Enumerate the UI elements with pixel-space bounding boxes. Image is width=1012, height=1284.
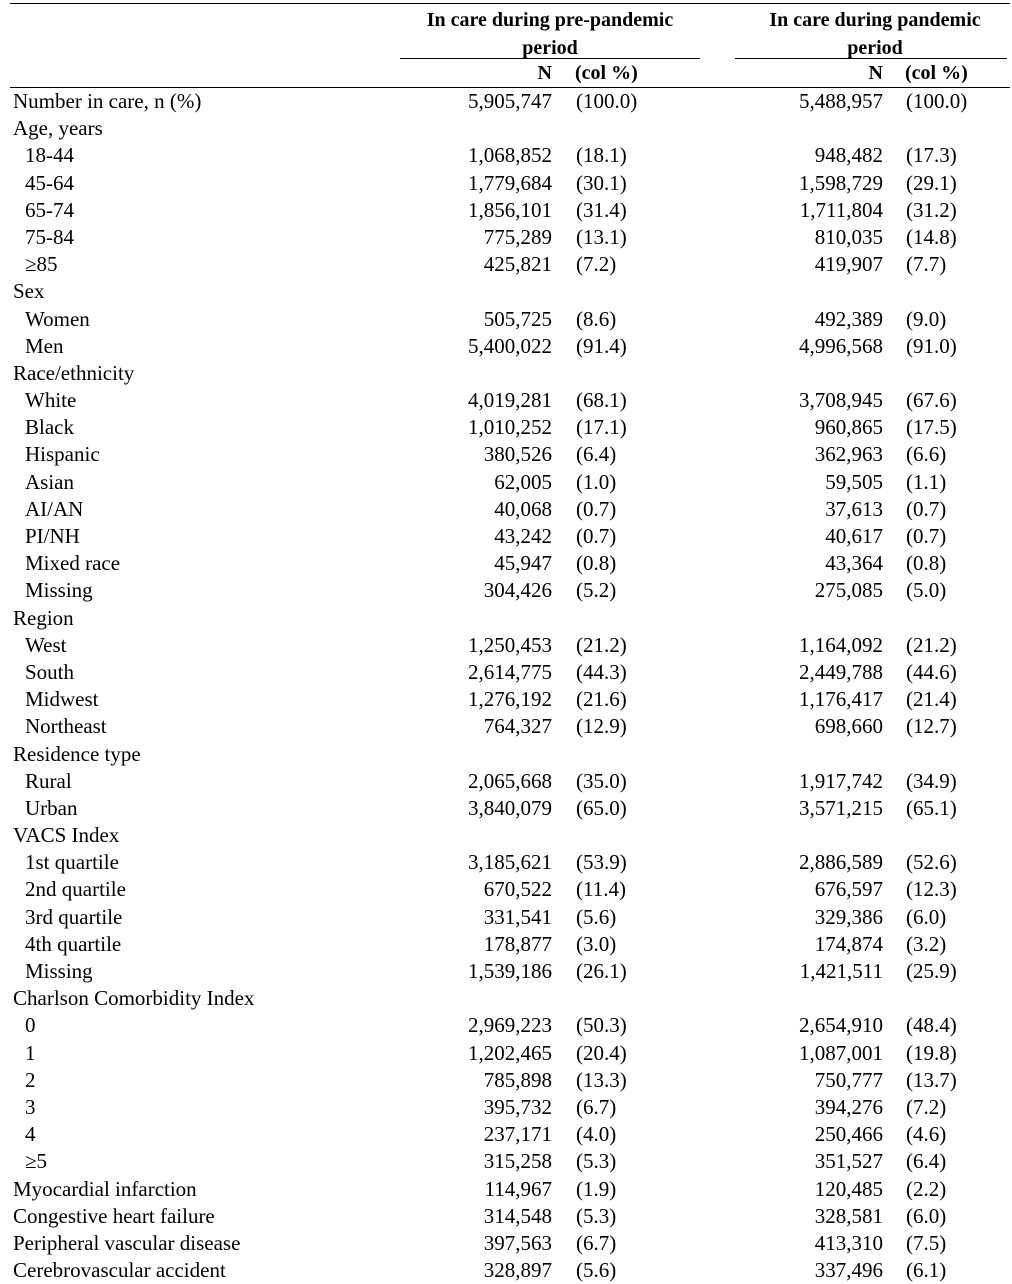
table-row [0,170,1012,197]
row-label: 65-74 [25,197,74,222]
table-row [0,550,1012,577]
row-label: Black [25,415,74,440]
cell-pct-pandemic: (0.7) [906,524,947,548]
column-header-n-pandemic: N [868,62,883,84]
cell-pct-pandemic: (7.5) [906,1230,947,1255]
cell-pct-pre: (30.1) [576,170,627,195]
cell-pct-pre: (0.7) [576,496,617,521]
row-label: 2 [25,1067,36,1092]
table-row [0,523,1012,550]
row-label: Urban [25,795,78,820]
cell-pct-pre: (11.4) [576,877,626,902]
cell-n-pre: 1,010,252 [468,415,552,440]
group-header-pandemic: In care during pandemic period [769,9,981,59]
cell-n-pandemic: 676,597 [814,877,883,902]
cell-n-pre: 3,185,621 [468,850,552,875]
cell-n-pandemic: 328,581 [814,1203,883,1228]
row-label: Missing [25,578,93,603]
cell-n-pandemic: 59,505 [825,469,883,494]
cell-pct-pre: (5.6) [576,1258,617,1283]
row-label: 45-64 [25,170,74,195]
row-label: Midwest [25,687,99,712]
section-row [0,741,1012,768]
cell-pct-pre: (26.1) [576,959,627,983]
row-label: 18-44 [25,143,74,168]
table-row [0,1148,1012,1175]
cell-n-pandemic: 419,907 [814,252,883,277]
cell-n-pre: 397,563 [483,1230,552,1255]
cell-pct-pre: (6.4) [576,442,617,467]
table-row [0,88,1012,115]
cell-n-pre: 328,897 [483,1258,552,1283]
cell-pct-pandemic: (6.0) [906,1203,947,1228]
cell-n-pandemic: 351,527 [814,1149,883,1174]
table-row [0,577,1012,604]
row-label: Mixed race [25,551,121,576]
cell-pct-pre: (21.2) [576,632,627,657]
cell-n-pre: 178,877 [483,931,552,956]
group-rule-pandemic [735,58,1007,59]
table-row [0,713,1012,740]
table-row [0,306,1012,333]
cell-pct-pre: (35.0) [576,768,627,793]
table-row [0,904,1012,931]
table-row [0,224,1012,251]
cell-n-pre: 2,614,775 [468,659,552,684]
row-label: PI/NH [25,524,80,548]
cell-pct-pandemic: (6.0) [906,904,947,929]
cell-n-pandemic: 174,874 [814,931,883,956]
cell-pct-pre: (12.9) [576,714,627,739]
row-label: Number in care, n (%) [13,89,202,113]
cell-pct-pre: (5.3) [576,1149,617,1174]
cell-n-pre: 425,821 [483,252,552,277]
cell-n-pandemic: 5,488,957 [799,89,883,113]
cell-pct-pandemic: (31.2) [906,197,957,222]
cell-pct-pandemic: (3.2) [906,931,947,956]
cell-n-pre: 764,327 [483,714,552,739]
row-label: Rural [25,768,72,793]
cell-pct-pandemic: (6.6) [906,442,947,467]
table-row [0,1040,1012,1067]
cell-pct-pandemic: (65.1) [906,795,957,820]
row-label: Congestive heart failure [13,1203,215,1228]
row-label: 4 [25,1122,36,1147]
cell-n-pre: 1,068,852 [468,143,552,168]
cell-pct-pandemic: (25.9) [906,959,957,983]
cell-pct-pre: (68.1) [576,388,627,413]
cell-n-pre: 4,019,281 [468,388,552,413]
row-label: ≥85 [25,252,58,277]
cell-pct-pre: (17.1) [576,415,627,440]
table-row [0,632,1012,659]
cell-pct-pandemic: (34.9) [906,768,957,793]
cell-n-pandemic: 1,917,742 [799,768,883,793]
table-row [0,686,1012,713]
cell-n-pre: 43,242 [494,524,552,548]
cell-pct-pre: (8.6) [576,306,617,331]
cell-pct-pandemic: (91.0) [906,333,957,358]
cell-n-pandemic: 2,449,788 [799,659,883,684]
cell-n-pre: 237,171 [483,1122,552,1147]
table-row [0,1230,1012,1257]
cell-n-pandemic: 3,708,945 [799,388,883,413]
cell-pct-pandemic: (44.6) [906,659,957,684]
table-row [0,958,1012,985]
cell-pct-pre: (4.0) [576,1122,617,1147]
table-row [0,1012,1012,1039]
table-row [0,795,1012,822]
cell-n-pre: 314,548 [483,1203,552,1228]
table-row [0,441,1012,468]
table-row [0,142,1012,169]
cell-pct-pandemic: (52.6) [906,850,957,875]
cell-n-pre: 670,522 [483,877,552,902]
cell-pct-pandemic: (7.7) [906,252,947,277]
section-row [0,360,1012,387]
cell-n-pre: 1,202,465 [468,1040,552,1065]
row-label: Race/ethnicity [13,360,135,385]
row-label: Cerebrovascular accident [13,1258,226,1283]
cell-n-pandemic: 2,886,589 [799,850,883,875]
cell-pct-pandemic: (4.6) [906,1122,947,1147]
table-row [0,387,1012,414]
cell-n-pre: 1,250,453 [468,632,552,657]
cell-pct-pandemic: (0.7) [906,496,947,521]
cell-pct-pre: (0.7) [576,524,617,548]
cell-pct-pre: (21.6) [576,687,627,712]
cell-pct-pre: (0.8) [576,551,617,576]
cell-pct-pandemic: (21.4) [906,687,957,712]
section-row [0,605,1012,632]
top-rule [10,3,1010,4]
cell-pct-pandemic: (1.1) [906,469,947,494]
cell-n-pre: 1,779,684 [468,170,552,195]
table-row [0,1176,1012,1203]
cell-n-pandemic: 1,176,417 [799,687,883,712]
cell-n-pre: 1,276,192 [468,687,552,712]
cell-pct-pandemic: (13.7) [906,1067,957,1092]
cell-pct-pre: (20.4) [576,1040,627,1065]
table-row [0,469,1012,496]
row-label: Women [25,306,90,331]
row-label: 1st quartile [25,850,119,875]
cell-n-pandemic: 413,310 [814,1230,883,1255]
cell-pct-pandemic: (0.8) [906,551,947,576]
cell-n-pre: 505,725 [483,306,552,331]
cell-n-pre: 3,840,079 [468,795,552,820]
cell-pct-pandemic: (100.0) [906,89,968,113]
row-label: Charlson Comorbidity Index [13,986,255,1011]
cell-n-pre: 785,898 [483,1067,552,1092]
cell-n-pre: 62,005 [494,469,552,494]
column-header-pct-pre: (col %) [575,62,638,84]
row-label: Men [25,333,64,358]
cell-n-pre: 395,732 [483,1094,552,1119]
table-row [0,931,1012,958]
group-rule-pre-pandemic [400,58,700,59]
cell-n-pandemic: 698,660 [814,714,883,739]
row-label: ≥5 [25,1149,48,1174]
row-label: 2nd quartile [25,877,126,902]
row-label: Northeast [25,714,107,739]
cell-n-pre: 380,526 [483,442,552,467]
cell-pct-pre: (91.4) [576,333,627,358]
cell-pct-pandemic: (12.7) [906,714,957,739]
row-label: South [25,659,75,684]
cell-n-pre: 1,539,186 [468,959,552,983]
row-label: 1 [25,1040,36,1065]
cell-pct-pandemic: (21.2) [906,632,957,657]
table-row [0,1203,1012,1230]
row-label: Sex [13,279,45,304]
row-label: Myocardial infarction [13,1176,197,1201]
cell-n-pandemic: 492,389 [814,306,883,331]
cell-n-pandemic: 1,711,804 [799,197,883,222]
table-row [0,768,1012,795]
cell-n-pandemic: 948,482 [814,143,883,168]
cell-n-pandemic: 394,276 [814,1094,883,1119]
cell-n-pandemic: 362,963 [814,442,883,467]
cell-pct-pre: (5.2) [576,578,617,603]
column-header-pct-pandemic: (col %) [905,62,968,84]
row-label: Residence type [13,741,141,766]
section-row [0,822,1012,849]
table-row [0,414,1012,441]
cell-pct-pre: (44.3) [576,659,627,684]
row-label: 4th quartile [25,931,122,956]
cell-pct-pre: (6.7) [576,1094,617,1119]
section-row [0,278,1012,305]
cell-n-pandemic: 1,598,729 [799,170,883,195]
table-row [0,876,1012,903]
cell-pct-pandemic: (6.1) [906,1258,947,1283]
cell-n-pandemic: 37,613 [825,496,883,521]
table-row [0,496,1012,523]
cell-n-pandemic: 1,421,511 [799,959,883,983]
cell-n-pandemic: 3,571,215 [799,795,883,820]
row-label: Age, years [13,116,103,141]
cell-n-pre: 2,969,223 [468,1013,552,1038]
row-label: West [25,632,67,657]
cell-n-pandemic: 337,496 [814,1258,883,1283]
cell-pct-pandemic: (17.3) [906,143,957,168]
cell-pct-pre: (65.0) [576,795,627,820]
table-row [0,659,1012,686]
cell-n-pandemic: 275,085 [814,578,883,603]
row-label: 0 [25,1013,36,1038]
cell-pct-pre: (13.3) [576,1067,627,1092]
cell-n-pre: 40,068 [494,496,552,521]
cell-n-pre: 5,905,747 [468,89,552,113]
cell-pct-pre: (5.3) [576,1203,617,1228]
cell-pct-pandemic: (5.0) [906,578,947,603]
cell-n-pre: 1,856,101 [468,197,552,222]
cell-pct-pandemic: (48.4) [906,1013,957,1038]
cell-pct-pandemic: (2.2) [906,1176,947,1201]
cell-pct-pre: (53.9) [576,850,627,875]
cell-n-pre: 114,967 [484,1176,552,1201]
cell-pct-pre: (100.0) [576,89,638,113]
cell-pct-pandemic: (12.3) [906,877,957,902]
cell-pct-pre: (7.2) [576,252,617,277]
row-label: White [25,388,77,413]
cell-pct-pre: (50.3) [576,1013,627,1038]
section-row [0,115,1012,142]
cell-pct-pandemic: (19.8) [906,1040,957,1065]
column-header-n-pre: N [537,62,552,84]
row-label: Hispanic [25,442,100,467]
table-row [0,1121,1012,1148]
cell-n-pandemic: 750,777 [814,1067,883,1092]
cell-pct-pandemic: (29.1) [906,170,957,195]
cell-n-pandemic: 1,087,001 [799,1040,883,1065]
row-label: Asian [25,469,74,494]
cell-n-pandemic: 120,485 [814,1176,883,1201]
cell-n-pandemic: 810,035 [814,224,883,249]
cell-n-pre: 5,400,022 [468,333,552,358]
cell-n-pre: 775,289 [483,224,552,249]
cell-n-pandemic: 1,164,092 [799,632,883,657]
cell-n-pre: 304,426 [483,578,552,603]
section-row [0,985,1012,1012]
cell-n-pandemic: 2,654,910 [799,1013,883,1038]
cell-pct-pandemic: (14.8) [906,224,957,249]
table-row [0,251,1012,278]
cell-pct-pre: (5.6) [576,904,617,929]
cell-pct-pandemic: (67.6) [906,388,957,413]
cell-pct-pre: (1.0) [576,469,617,494]
cell-n-pre: 331,541 [483,904,552,929]
cell-n-pandemic: 250,466 [814,1122,883,1147]
row-label: Missing [25,959,93,983]
table-body [0,88,1012,1284]
row-label: 75-84 [25,224,74,249]
cell-pct-pre: (18.1) [576,143,627,168]
row-label: Peripheral vascular disease [13,1230,241,1255]
table-row [0,1067,1012,1094]
cell-n-pre: 45,947 [494,551,552,576]
cell-n-pandemic: 4,996,568 [799,333,883,358]
cell-pct-pandemic: (6.4) [906,1149,947,1174]
row-label: 3rd quartile [25,904,123,929]
cell-pct-pre: (6.7) [576,1230,617,1255]
cell-pct-pre: (3.0) [576,931,617,956]
row-label: Region [13,605,74,630]
cell-n-pre: 2,065,668 [468,768,552,793]
cell-n-pandemic: 960,865 [814,415,883,440]
cell-pct-pandemic: (9.0) [906,306,947,331]
row-label: 3 [25,1094,36,1119]
table-row [0,333,1012,360]
row-label: VACS Index [13,823,120,848]
cell-pct-pre: (1.9) [576,1176,617,1201]
cell-pct-pre: (31.4) [576,197,627,222]
cell-n-pandemic: 40,617 [825,524,883,548]
table-row [0,849,1012,876]
table-row [0,1094,1012,1121]
cell-pct-pre: (13.1) [576,224,627,249]
cell-n-pandemic: 43,364 [825,551,883,576]
cell-pct-pandemic: (7.2) [906,1094,947,1119]
cell-pct-pandemic: (17.5) [906,415,957,440]
cell-n-pandemic: 329,386 [814,904,883,929]
cell-n-pre: 315,258 [483,1149,552,1174]
group-header-pre-pandemic: In care during pre-pandemic period [426,9,674,59]
row-label: AI/AN [25,496,84,521]
table-row [0,197,1012,224]
